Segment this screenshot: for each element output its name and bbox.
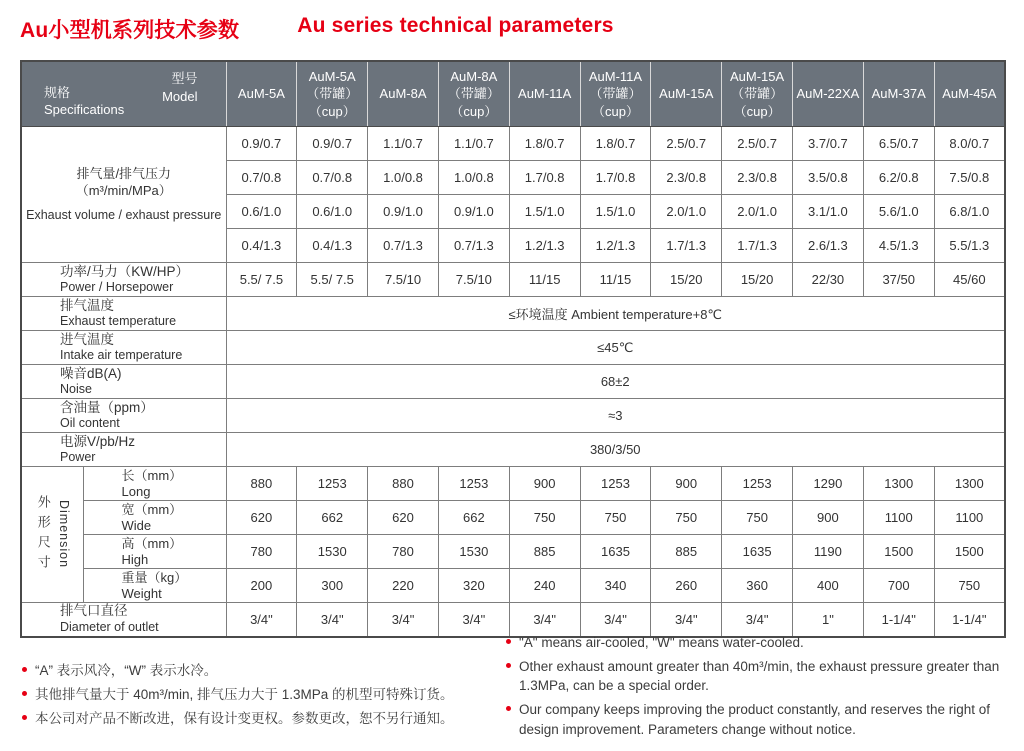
value-cell: 0.9/0.7 <box>226 127 297 161</box>
exhaust-temp-label: 排气温度 Exhaust temperature <box>21 297 226 331</box>
value-cell: 15/20 <box>722 263 793 297</box>
value-cell: 2.3/0.8 <box>722 161 793 195</box>
value-cell: 1.2/1.3 <box>509 229 580 263</box>
model-label-zh: 型号 <box>171 71 198 86</box>
value-cell: 1100 <box>863 501 934 535</box>
column-header: AuM-5A （带罐） （cup） <box>297 61 368 127</box>
value-cell: 1" <box>793 603 864 637</box>
value-cell: 780 <box>226 535 297 569</box>
value-cell: 22/30 <box>793 263 864 297</box>
value-cell: 880 <box>368 467 439 501</box>
table-row <box>21 569 1005 603</box>
footnote-text: 本公司对产品不断改进，保有设计变更权。参数更改，恕不另行通知。 <box>35 711 454 727</box>
value-cell: 620 <box>226 501 297 535</box>
corner-model-label <box>162 70 197 105</box>
column-header: AuM-5A <box>226 61 297 127</box>
footnote-item <box>22 685 492 704</box>
exhaust-row-label: 排气量/排气压力 （m³/min/MPa） Exhaust volume / exhaust pressure <box>21 127 226 263</box>
column-header: AuM-8A （带罐） （cup） <box>438 61 509 127</box>
table-row <box>21 603 1005 637</box>
table-row <box>21 297 1005 331</box>
value-cell: 3.5/0.8 <box>793 161 864 195</box>
power-row-label: 功率/马力（KW/HP） Power / Horsepower <box>21 263 226 297</box>
value-cell: 1.7/0.8 <box>509 161 580 195</box>
value-cell: 5.6/1.0 <box>863 195 934 229</box>
header-row <box>21 61 1005 127</box>
value-cell: 1290 <box>793 467 864 501</box>
value-cell: 2.6/1.3 <box>793 229 864 263</box>
value-cell: 320 <box>438 569 509 603</box>
noise-value: 68±2 <box>226 365 1005 399</box>
value-cell: 7.5/10 <box>368 263 439 297</box>
value-cell: 5.5/1.3 <box>934 229 1005 263</box>
value-cell: 3/4" <box>368 603 439 637</box>
value-cell: 0.9/1.0 <box>438 195 509 229</box>
table-row <box>21 501 1005 535</box>
value-cell: 1100 <box>934 501 1005 535</box>
column-header: AuM-15A （带罐） （cup） <box>722 61 793 127</box>
table-row <box>21 263 1005 297</box>
value-cell: 7.5/0.8 <box>934 161 1005 195</box>
value-cell: 0.7/0.8 <box>226 161 297 195</box>
value-cell: 2.0/1.0 <box>651 195 722 229</box>
value-cell: 1190 <box>793 535 864 569</box>
value-cell: 0.6/1.0 <box>226 195 297 229</box>
value-cell: 750 <box>934 569 1005 603</box>
value-cell: 1-1/4" <box>934 603 1005 637</box>
noise-label: 噪音dB(A) Noise <box>21 365 226 399</box>
value-cell: 780 <box>368 535 439 569</box>
table-row <box>21 399 1005 433</box>
power-supply-label: 电源V/pb/Hz Power <box>21 433 226 467</box>
value-cell: 1253 <box>297 467 368 501</box>
value-cell: 900 <box>509 467 580 501</box>
value-cell: 750 <box>722 501 793 535</box>
footnote-text: “A” 表示风冷，“W” 表示水冷。 <box>35 663 218 678</box>
value-cell: 6.2/0.8 <box>863 161 934 195</box>
footnote-item <box>506 700 1018 738</box>
dim-weight-label: 重量（kg） Weight <box>83 569 226 603</box>
value-cell: 200 <box>226 569 297 603</box>
value-cell: 1.2/1.3 <box>580 229 651 263</box>
value-cell: 300 <box>297 569 368 603</box>
value-cell: 3.1/1.0 <box>793 195 864 229</box>
value-cell: 1.8/0.7 <box>580 127 651 161</box>
value-cell: 3/4" <box>651 603 722 637</box>
value-cell: 750 <box>509 501 580 535</box>
value-cell: 220 <box>368 569 439 603</box>
oil-content-value: ≈3 <box>226 399 1005 433</box>
bullet-icon <box>506 639 511 644</box>
footnote-item <box>22 661 492 680</box>
value-cell: 885 <box>509 535 580 569</box>
value-cell: 0.9/1.0 <box>368 195 439 229</box>
footnote-item <box>506 633 1018 652</box>
bullet-icon <box>22 715 27 720</box>
value-cell: 11/15 <box>580 263 651 297</box>
value-cell: 0.4/1.3 <box>297 229 368 263</box>
value-cell: 3/4" <box>297 603 368 637</box>
value-cell: 2.5/0.7 <box>651 127 722 161</box>
value-cell: 1530 <box>438 535 509 569</box>
value-cell: 662 <box>297 501 368 535</box>
table-row <box>21 365 1005 399</box>
value-cell: 0.7/1.3 <box>438 229 509 263</box>
footnote-text: 其他排气量大于 40m³/min, 排气压力大于 1.3MPa 的机型可特殊订货。 <box>35 687 454 703</box>
value-cell: 1300 <box>934 467 1005 501</box>
corner-spec-label <box>44 84 124 119</box>
dimension-group-label: 外形尺寸 Dimension <box>21 467 83 603</box>
column-header: AuM-11A （带罐） （cup） <box>580 61 651 127</box>
corner-cell <box>21 61 226 127</box>
footnotes-zh <box>22 661 492 733</box>
value-cell: 620 <box>368 501 439 535</box>
value-cell: 6.5/0.7 <box>863 127 934 161</box>
value-cell: 662 <box>438 501 509 535</box>
value-cell: 2.5/0.7 <box>722 127 793 161</box>
value-cell: 1253 <box>722 467 793 501</box>
column-header: AuM-11A <box>509 61 580 127</box>
column-header: AuM-22XA <box>793 61 864 127</box>
value-cell: 885 <box>651 535 722 569</box>
footnote-item <box>22 709 492 728</box>
value-cell: 700 <box>863 569 934 603</box>
value-cell: 2.3/0.8 <box>651 161 722 195</box>
value-cell: 5.5/ 7.5 <box>226 263 297 297</box>
value-cell: 0.6/1.0 <box>297 195 368 229</box>
footnotes-en <box>506 633 1018 744</box>
value-cell: 15/20 <box>651 263 722 297</box>
value-cell: 3/4" <box>580 603 651 637</box>
value-cell: 260 <box>651 569 722 603</box>
value-cell: 0.4/1.3 <box>226 229 297 263</box>
value-cell: 7.5/10 <box>438 263 509 297</box>
value-cell: 400 <box>793 569 864 603</box>
intake-temp-value: ≤45℃ <box>226 331 1005 365</box>
value-cell: 37/50 <box>863 263 934 297</box>
bullet-icon <box>22 667 27 672</box>
value-cell: 1300 <box>863 467 934 501</box>
dim-high-label: 高（mm） High <box>83 535 226 569</box>
page-title-en: Au series technical parameters <box>297 14 614 37</box>
dim-long-label: 长（mm） Long <box>83 467 226 501</box>
intake-temp-label: 进气温度 Intake air temperature <box>21 331 226 365</box>
value-cell: 1500 <box>934 535 1005 569</box>
value-cell: 1.8/0.7 <box>509 127 580 161</box>
column-header: AuM-37A <box>863 61 934 127</box>
value-cell: 1.5/1.0 <box>580 195 651 229</box>
value-cell: 1.0/0.8 <box>438 161 509 195</box>
table-row <box>21 433 1005 467</box>
value-cell: 1253 <box>438 467 509 501</box>
page-header <box>20 14 614 44</box>
bullet-icon <box>506 663 511 668</box>
value-cell: 4.5/1.3 <box>863 229 934 263</box>
value-cell: 1-1/4" <box>863 603 934 637</box>
column-header: AuM-45A <box>934 61 1005 127</box>
value-cell: 1500 <box>863 535 934 569</box>
spec-label-zh: 规格 <box>44 84 71 100</box>
value-cell: 1635 <box>722 535 793 569</box>
value-cell: 1.1/0.7 <box>438 127 509 161</box>
model-label-en: Model <box>162 88 198 104</box>
outlet-row-label: 排气口直径 Diameter of outlet <box>21 603 226 637</box>
value-cell: 8.0/0.7 <box>934 127 1005 161</box>
value-cell: 900 <box>651 467 722 501</box>
footnote-text: Other exhaust amount greater than 40m³/min, the exhaust pressure greater than 1.3MPa, can be a special order. <box>519 659 1000 694</box>
value-cell: 45/60 <box>934 263 1005 297</box>
value-cell: 1.7/1.3 <box>722 229 793 263</box>
oil-content-label: 含油量（ppm） Oil content <box>21 399 226 433</box>
bullet-icon <box>22 691 27 696</box>
value-cell: 750 <box>580 501 651 535</box>
column-header: AuM-8A <box>368 61 439 127</box>
value-cell: 1.5/1.0 <box>509 195 580 229</box>
value-cell: 3/4" <box>438 603 509 637</box>
value-cell: 6.8/1.0 <box>934 195 1005 229</box>
table-row <box>21 467 1005 501</box>
value-cell: 3.7/0.7 <box>793 127 864 161</box>
value-cell: 11/15 <box>509 263 580 297</box>
value-cell: 750 <box>651 501 722 535</box>
value-cell: 340 <box>580 569 651 603</box>
value-cell: 0.7/1.3 <box>368 229 439 263</box>
value-cell: 240 <box>509 569 580 603</box>
table-row <box>21 127 1005 161</box>
table-row <box>21 331 1005 365</box>
value-cell: 1253 <box>580 467 651 501</box>
value-cell: 3/4" <box>509 603 580 637</box>
value-cell: 3/4" <box>722 603 793 637</box>
page-title-zh: Au小型机系列技术参数 <box>20 19 240 42</box>
value-cell: 1.0/0.8 <box>368 161 439 195</box>
value-cell: 900 <box>793 501 864 535</box>
footnote-text: Our company keeps improving the product constantly, and reserves the right of design improvement. Parameters change without notice. <box>519 702 990 737</box>
power-supply-value: 380/3/50 <box>226 433 1005 467</box>
parameters-table <box>20 60 1006 638</box>
value-cell: 3/4" <box>226 603 297 637</box>
value-cell: 1.7/1.3 <box>651 229 722 263</box>
value-cell: 0.9/0.7 <box>297 127 368 161</box>
column-header: AuM-15A <box>651 61 722 127</box>
dim-wide-label: 宽（mm） Wide <box>83 501 226 535</box>
spec-label-en: Specifications <box>44 102 125 118</box>
value-cell: 0.7/0.8 <box>297 161 368 195</box>
footnote-item <box>506 657 1018 695</box>
value-cell: 880 <box>226 467 297 501</box>
bullet-icon <box>506 706 511 711</box>
value-cell: 360 <box>722 569 793 603</box>
value-cell: 1530 <box>297 535 368 569</box>
footnote-text: "A" means air-cooled, "W" means water-cooled. <box>519 635 804 650</box>
value-cell: 1.1/0.7 <box>368 127 439 161</box>
value-cell: 1635 <box>580 535 651 569</box>
exhaust-temp-value: ≤环境温度 Ambient temperature+8℃ <box>226 297 1005 331</box>
table-row <box>21 535 1005 569</box>
value-cell: 2.0/1.0 <box>722 195 793 229</box>
value-cell: 1.7/0.8 <box>580 161 651 195</box>
value-cell: 5.5/ 7.5 <box>297 263 368 297</box>
